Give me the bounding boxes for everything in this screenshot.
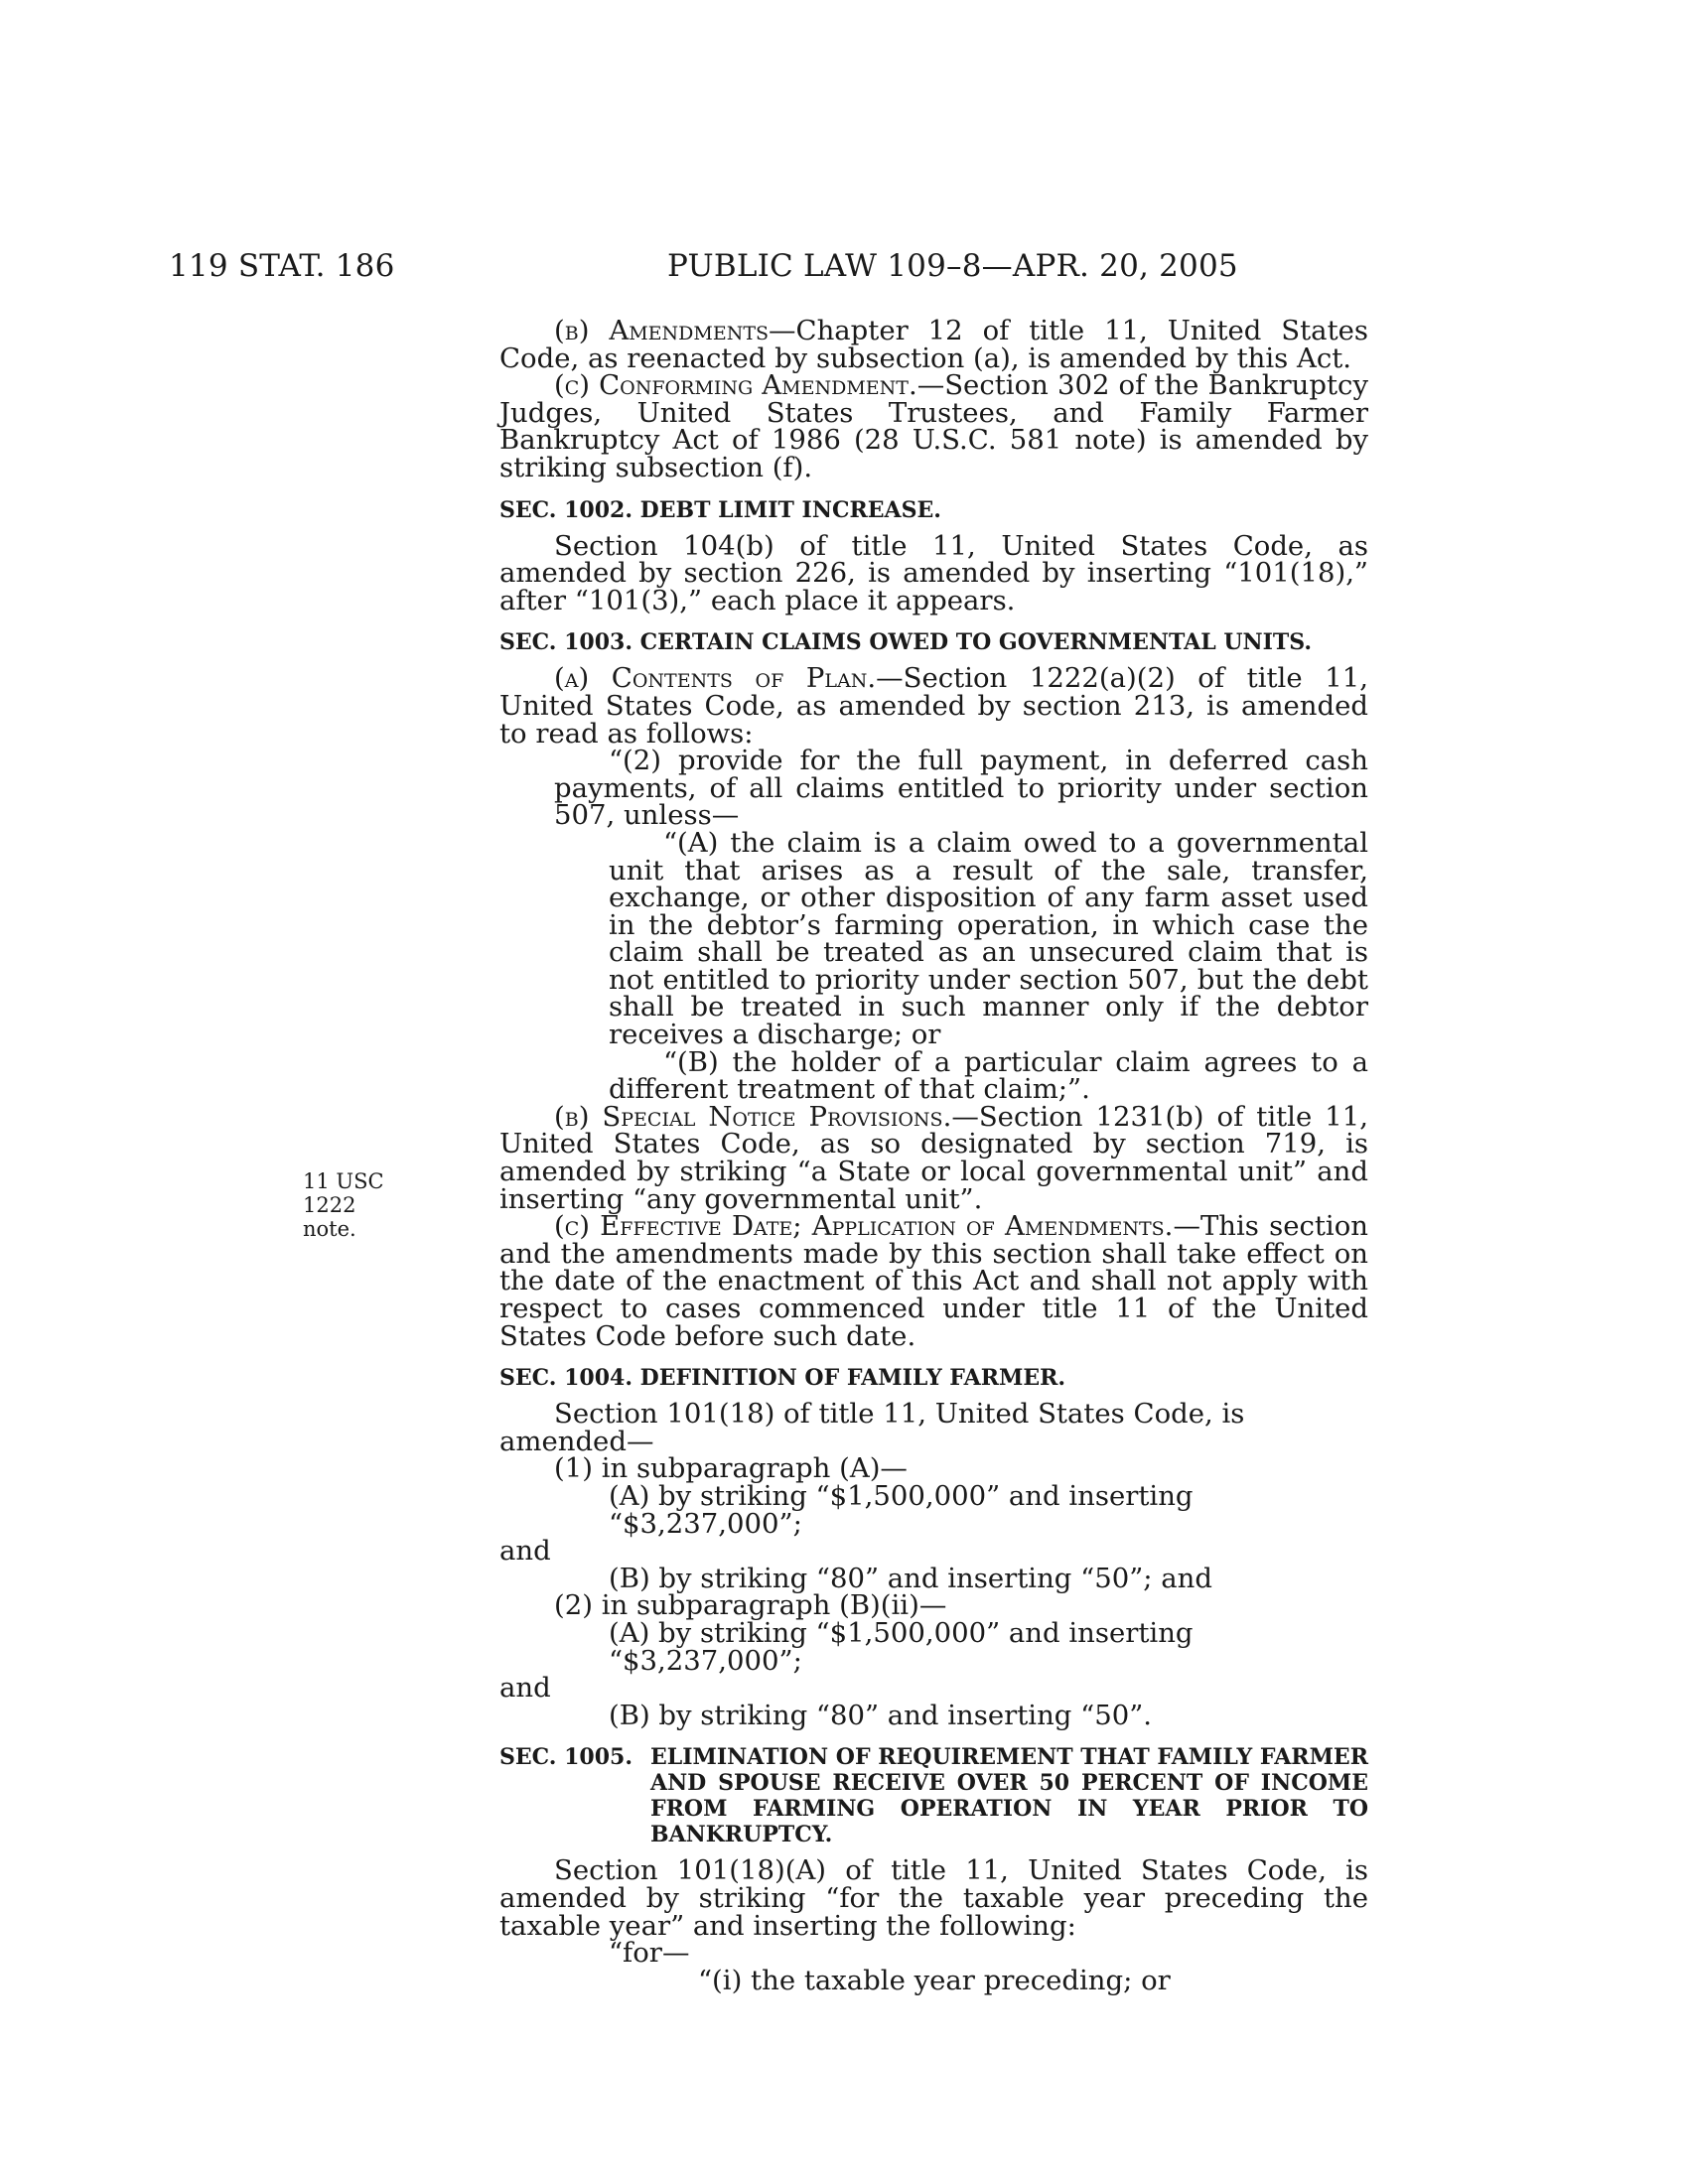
section-1002-heading: SEC. 1002. DEBT LIMIT INCREASE. — [499, 496, 941, 523]
quoted-subparagraph-a: “(A) the claim is a claim owed to a governmental unit that arises as a result of the sale, transfer, exchange, or other disposition of any farm asset used in the debtor’s farming operation, in which case the claim shall be treated as an unsecured claim that is not entitled to priority under section 507, but the debt shall be treated in such manner only if the debtor receives a discharge; or — [609, 826, 1368, 1051]
paragraph-text: —This section and the amendments made by this section shall take effect on the date of the enactment of this Act and shall not apply with respect to cases commenced under title 11 of the United States Code before such date. — [499, 1210, 1368, 1352]
section-1003-heading: SEC. 1003. CERTAIN CLAIMS OWED TO GOVERNMENTAL UNITS. — [499, 629, 1313, 656]
quoted-text: “(i) the taxable year preceding; or — [698, 1964, 1171, 1996]
section-1005-text: Section 101(18)(A) of title 11, United States Code, is amended by striking “for the taxable year preceding the taxable year” and inserting the following: — [499, 1854, 1368, 1942]
paragraph-b-special-notice — [499, 1100, 1368, 1215]
margin-note-line: note. — [303, 1217, 356, 1241]
paragraph-heading: (a) Contents of Plan. — [554, 662, 877, 695]
paragraph-text: —Chapter 12 of title 11, United States Code, as reenacted by subsection (a), is amended by this Act. — [499, 315, 1369, 374]
paragraph-heading: (b) Amendments — [554, 315, 770, 346]
list-item: (2) in subparagraph (B)(ii)— — [554, 1589, 947, 1622]
paragraph-a-contents-of-plan — [499, 662, 1368, 750]
paragraph-c-conforming-amendment — [499, 369, 1368, 483]
list-item: (1) in subparagraph (A)— — [554, 1452, 908, 1485]
section-1002-text: Section 104(b) of title 11, United States Code, as amended by section 226, is amended by inserting “101(18),” after “101(3),” each place it appears. — [499, 529, 1368, 616]
page-stat-number: 119 STAT. 186 — [169, 248, 395, 284]
paragraph-text: —Section 1231(b) of title 11, United States Code, as so designated by section 719, is amended by striking “a State or local governmental unit” and inserting “any governmental unit”. — [499, 1100, 1368, 1215]
list-item: (A) by striking “$1,500,000” and inserting “$3,237,000”; — [609, 1479, 1194, 1540]
quoted-subparagraph-b: “(B) the holder of a particular claim agrees to a different treatment of that claim;”. — [609, 1045, 1368, 1106]
list-item: (B) by striking “80” and inserting “50”; and — [609, 1562, 1212, 1594]
page-header-title: PUBLIC LAW 109–8—APR. 20, 2005 — [667, 248, 1238, 284]
section-title: ELIMINATION OF REQUIREMENT THAT FAMILY FARMER AND SPOUSE RECEIVE OVER 50 PERCENT OF INCOME FROM FARMING OPERATION IN YEAR PRIOR TO BANKRUPTCY. — [650, 1744, 1368, 1848]
list-item-continuation: and — [499, 1672, 551, 1705]
document-body — [499, 315, 1369, 1996]
list-item: (A) by striking “$1,500,000” and inserting “$3,237,000”; — [609, 1616, 1194, 1677]
list-item: (B) by striking “80” and inserting “50”. — [609, 1699, 1153, 1731]
paragraph-b-amendments — [499, 315, 1369, 374]
section-1004-heading: SEC. 1004. DEFINITION OF FAMILY FARMER. — [499, 1365, 1066, 1392]
paragraph-c-effective-date — [499, 1210, 1368, 1352]
quoted-paragraph-2: “(2) provide for the full payment, in deferred cash payments, of all claims entitled to priority under section 507, unless— — [554, 745, 1368, 832]
margin-note-line: 11 USC 1222 — [303, 1169, 384, 1217]
quoted-text: “for— — [609, 1937, 690, 1970]
section-number: SEC. 1005. — [499, 1744, 633, 1771]
paragraph-heading: (c) Effective Date; Application of Amendments. — [554, 1210, 1174, 1243]
paragraph-heading: (c) Conforming Amendment. — [554, 369, 917, 402]
paragraph-text: —Section 1222(a)(2) of title 11, United States Code, as amended by section 213, is amended to read as follows: — [499, 662, 1368, 750]
section-1005-heading — [499, 1744, 1368, 1847]
list-item-continuation: and — [499, 1535, 551, 1568]
paragraph-heading: (b) Special Notice Provisions. — [554, 1100, 952, 1133]
paragraph-text: —Section 302 of the Bankruptcy Judges, United States Trustees, and Family Farmer Bankruptcy Act of 1986 (28 U.S.C. 581 note) is amended by striking subsection (f). — [499, 369, 1368, 483]
section-1004-intro: Section 101(18) of title 11, United States Code, is amended— — [499, 1398, 1245, 1457]
margin-note — [303, 1169, 432, 1241]
